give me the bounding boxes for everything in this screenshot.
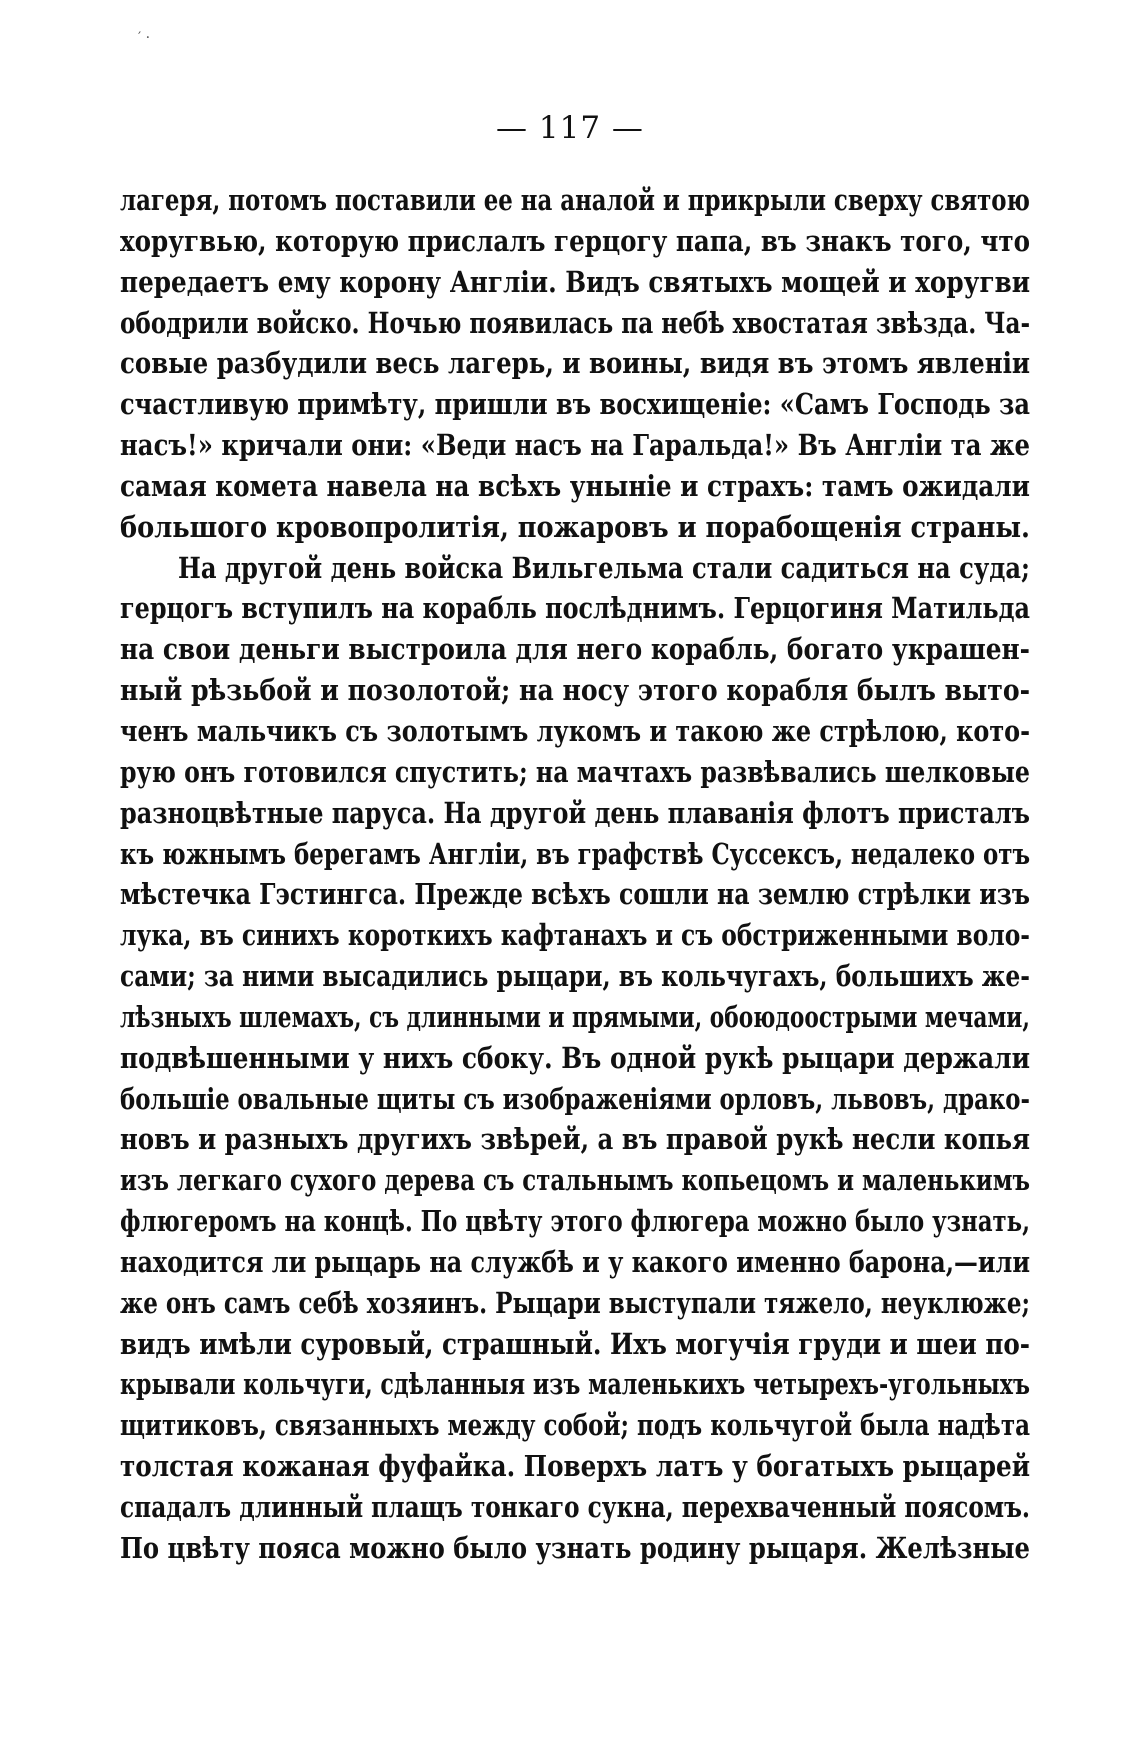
text-line: насъ!» кричали они: «Веди насъ на Гаральда!» Въ Англіи та же [120,428,1031,463]
text-line: ченъ мальчикъ съ золотымъ лукомъ и такою же стрѣлою, кото- [120,713,1031,748]
text-line: изъ легкаго сухого дерева съ стальнымъ копьецомъ и маленькимъ [120,1163,1031,1198]
text-line: лука, въ синихъ короткихъ кафтанахъ и съ обстриженными воло- [120,918,1031,953]
text-line: спадалъ длинный плащъ тонкаго сукна, перехваченный поясомъ. [120,1490,1031,1524]
text-line: ободрили войско. Ночью появилась па небѣ хвостатая звѣзда. Ча- [120,305,1031,340]
text-line: ный рѣзьбой и позолотой; на носу этого корабля былъ выто- [120,673,1031,708]
text-line: самая комета навела на всѣхъ уныніе и страхъ: тамъ ожидали [120,468,1030,503]
text-line: большого кровопролитія, пожаровъ и порабощенія страны. [120,509,1030,544]
text-line: щитиковъ, связанныхъ между собой; подъ кольчугой была надѣта [120,1408,1030,1443]
text-line: подвѣшенными у нихъ сбоку. Въ одной рукѣ рыцари держали [120,1040,1030,1075]
text-line: находится ли рыцарь на службѣ и у какого именно барона,—или [120,1244,1031,1279]
text-line: флюгеромъ на концѣ. По цвѣту этого флюгера можно было узнать, [120,1204,1031,1239]
text-line: большіе овальные щиты съ изображеніями орловъ, львовъ, драко- [120,1081,1030,1116]
text-line: По цвѣту пояса можно было узнать родину рыцаря. Желѣзные [120,1530,1030,1565]
text-line: передаетъ ему корону Англіи. Видъ святыхъ мощей и хоругви [120,264,1031,299]
text-line: сами; за ними высадились рыцари, въ кольчугахъ, большихъ же- [120,959,1031,994]
text-line: лагеря, потомъ поставили ее на аналой и прикрыли сверху святою [120,183,1030,217]
text-line: счастливую примѣту, пришли въ восхищеніе: «Самъ Господь за [120,387,1031,422]
text-line: на свои деньги выстроила для него корабль, богато украшен- [120,632,1030,667]
text-line: видъ имѣли суровый, страшный. Ихъ могучія груди и шеи по- [120,1326,1031,1361]
text-line: хоругвью, которую прислалъ герцогу папа, въ знакъ того, что [120,223,1030,258]
text-line: мѣстечка Гэстингса. Прежде всѣхъ сошли на землю стрѣлки изъ [120,877,1031,912]
paragraph-2 [120,548,1030,1569]
text-line: На другой день войска Вильгельма стали садиться на суда; [177,550,1030,585]
text-line: рую онъ готовился спустить; на мачтахъ развѣвались шелковые [120,754,1030,789]
text-line: герцогъ вступилъ на корабль послѣднимъ. Герцогиня Матильда [120,591,1031,626]
text-line: разноцвѣтные паруса. На другой день плаванія флотъ присталъ [120,795,1030,830]
text-line: совые разбудили весь лагерь, и воины, видя въ этомъ явленіи [120,346,1031,381]
text-line: лѣзныхъ шлемахъ, съ длинными и прямыми, обоюдоострыми мечами, [120,999,1030,1034]
text-line: же онъ самъ себѣ хозяинъ. Рыцари выступали тяжело, неуклюже; [120,1285,1030,1320]
corner-mark: ′ · [138,30,151,46]
text-line: къ южнымъ берегамъ Англіи, въ графствѣ Суссексъ, недалеко отъ [120,836,1031,871]
text-line: толстая кожаная фуфайка. Поверхъ латъ у богатыхъ рыцарей [120,1449,1031,1484]
text-line: новъ и разныхъ другихъ звѣрей, а въ правой рукѣ несли копья [120,1122,1031,1157]
paragraph-1 [120,180,1030,548]
page-number: — 117 — [496,110,644,146]
text-line: крывали кольчуги, сдѣланныя изъ маленькихъ четырехъ-угольныхъ [120,1367,1030,1402]
body-text [120,180,1030,1569]
